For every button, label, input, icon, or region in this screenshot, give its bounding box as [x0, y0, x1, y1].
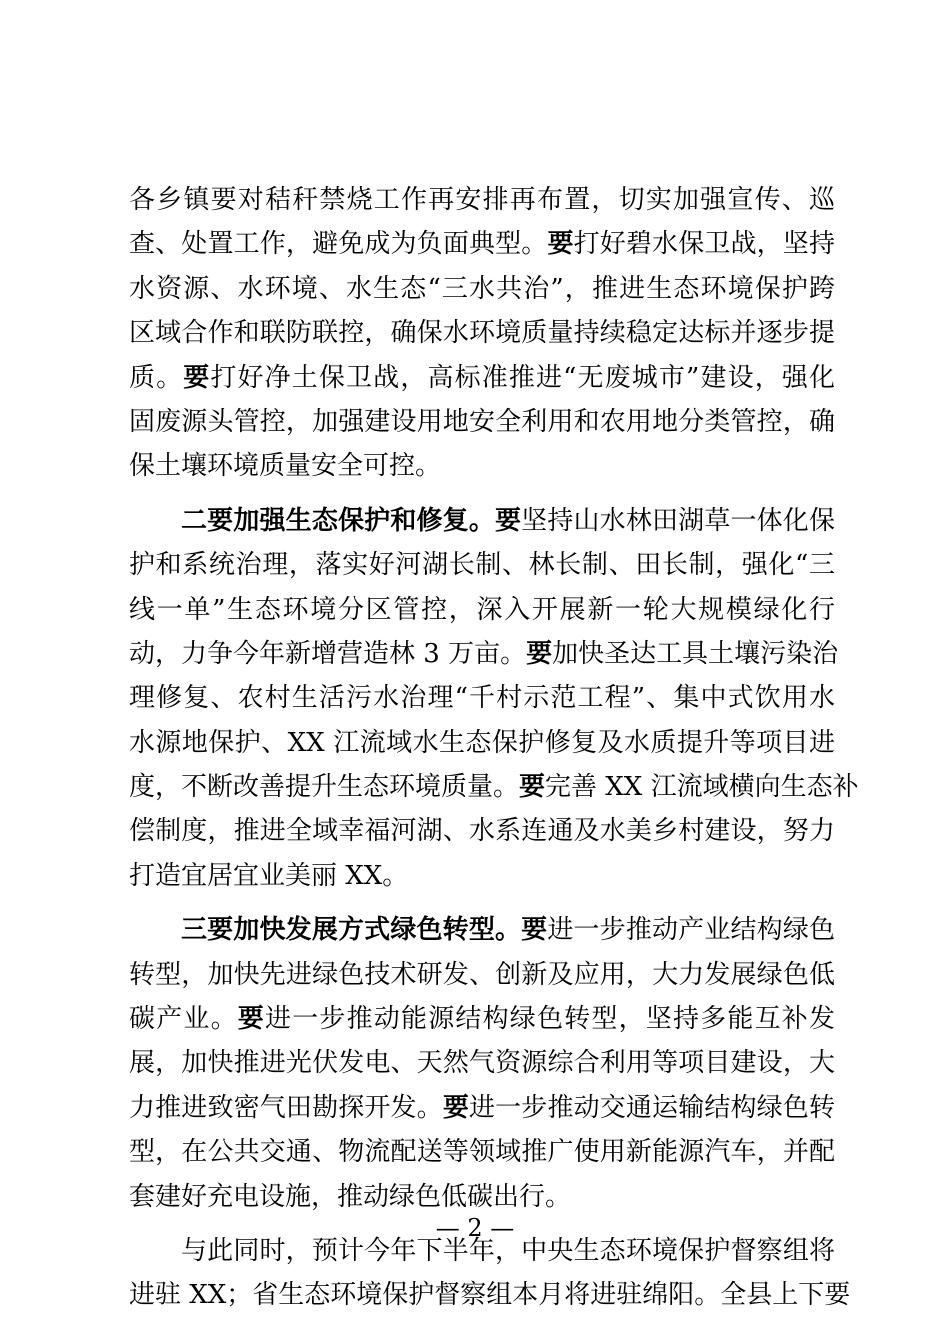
text-line	[129, 444, 835, 488]
text-line	[129, 499, 835, 543]
line-text: 区域合作和联防联控，确保水环境质量持续稳定达标并逐步提	[129, 318, 835, 349]
line-text: 水资源、水环境、水生态“三水共治”，推进生态环境保护跨	[129, 273, 835, 304]
text-line	[129, 953, 835, 997]
bold-lead-text: 二要加强生态保护和修复。要	[181, 505, 522, 536]
text-line	[129, 311, 835, 355]
line-text: 水源地保护、XX 江流域水生态保护修复及水质提升等项目进	[129, 727, 835, 758]
bold-lead-text: 要	[526, 638, 553, 669]
paragraph	[129, 908, 835, 1219]
text-line	[129, 356, 835, 400]
line-text: 打好净土保卫战，高标准推进“无废城市”建设，强化	[210, 362, 835, 393]
line-text: 查、处置工作，避免成为负面典型。	[129, 229, 548, 260]
bold-lead-text: 要	[547, 229, 574, 260]
line-text: 保土壤环境质量安全可控。	[129, 451, 442, 482]
document-body	[129, 178, 859, 1318]
line-text: 质。	[129, 362, 184, 393]
line-text: 理修复、农村生活污水治理“千村示范工程”、集中式饮用水	[129, 683, 835, 714]
text-line	[129, 676, 835, 720]
bold-lead-text: 要	[183, 362, 211, 393]
line-text: 套建好充电设施，推动绿色低碳出行。	[129, 1181, 572, 1212]
bold-lead-text: 要	[519, 772, 546, 803]
text-line	[129, 854, 835, 898]
line-text: 与此同时，预计今年下半年，中央生态环境保护督察组将	[181, 1235, 835, 1266]
text-line	[129, 765, 859, 809]
line-text: 力推进致密气田勘探开发。	[129, 1092, 443, 1123]
text-line	[129, 588, 835, 632]
line-text: 进一步推动交通运输结构绿色转	[468, 1092, 835, 1123]
text-line	[129, 632, 839, 676]
text-line	[129, 1041, 835, 1085]
paragraph-spacer	[129, 898, 835, 908]
text-line	[129, 721, 835, 765]
line-text: 展，加快推进光伏发电、天然气资源综合利用等项目建设，大	[129, 1048, 835, 1079]
line-text: 坚持山水林田湖草一体化保	[521, 505, 835, 536]
line-text: 偿制度，推进全域幸福河湖、水系连通及水美乡村建设，努力	[129, 816, 835, 847]
bold-lead-text: 要	[237, 1004, 265, 1035]
text-line	[129, 267, 835, 311]
paragraph	[129, 178, 835, 489]
text-line	[129, 222, 835, 266]
line-text: 进驻 XX；省生态环境保护督察组本月将进驻绵阳。全县上下要	[129, 1280, 851, 1311]
line-text: 转型，加快先进绿色技术研发、创新及应用，大力发展绿色低	[129, 959, 835, 990]
text-line	[129, 1273, 851, 1317]
text-line	[129, 809, 835, 853]
line-text: 固废源头管控，加强建设用地安全利用和农用地分类管控，确	[129, 406, 835, 437]
line-text: 进一步推动能源结构绿色转型，坚持多能互补发	[265, 1004, 835, 1035]
page-number: — 2 —	[435, 1214, 515, 1242]
text-line	[129, 997, 835, 1041]
bold-lead-text: 要	[442, 1092, 469, 1123]
line-text: 各乡镇要对秸秆禁烧工作再安排再布置，切实加强宣传、巡	[129, 185, 835, 215]
text-line	[129, 400, 835, 444]
line-text: 碳产业。	[129, 1004, 238, 1035]
paragraph	[129, 499, 859, 899]
paragraph-spacer	[129, 489, 835, 499]
text-line	[129, 908, 835, 952]
line-text: 完善 XX 江流域横向生态补	[545, 772, 859, 803]
text-line	[129, 543, 835, 587]
bold-lead-text: 三要加快发展方式绿色转型。要	[181, 915, 548, 946]
text-line	[129, 1086, 835, 1130]
line-text: 打造宜居宜业美丽 XX。	[129, 860, 409, 891]
line-text: 护和系统治理，落实好河湖长制、林长制、田长制，强化“三	[129, 550, 835, 581]
line-text: 打好碧水保卫战，坚持	[573, 229, 835, 260]
line-text: 加快圣达工具土壤污染治	[552, 638, 839, 669]
text-line	[129, 178, 835, 222]
line-text: 度，不断改善提升生态环境质量。	[129, 772, 520, 803]
text-line	[129, 1130, 835, 1174]
line-text: 型，在公共交通、物流配送等领域推广使用新能源汽车，并配	[129, 1137, 835, 1168]
line-text: 进一步推动产业结构绿色	[547, 915, 835, 946]
line-text: 线一单”生态环境分区管控，深入开展新一轮大规模绿化行	[129, 594, 835, 625]
line-text: 动，力争今年新增营造林 3 万亩。	[129, 638, 527, 669]
